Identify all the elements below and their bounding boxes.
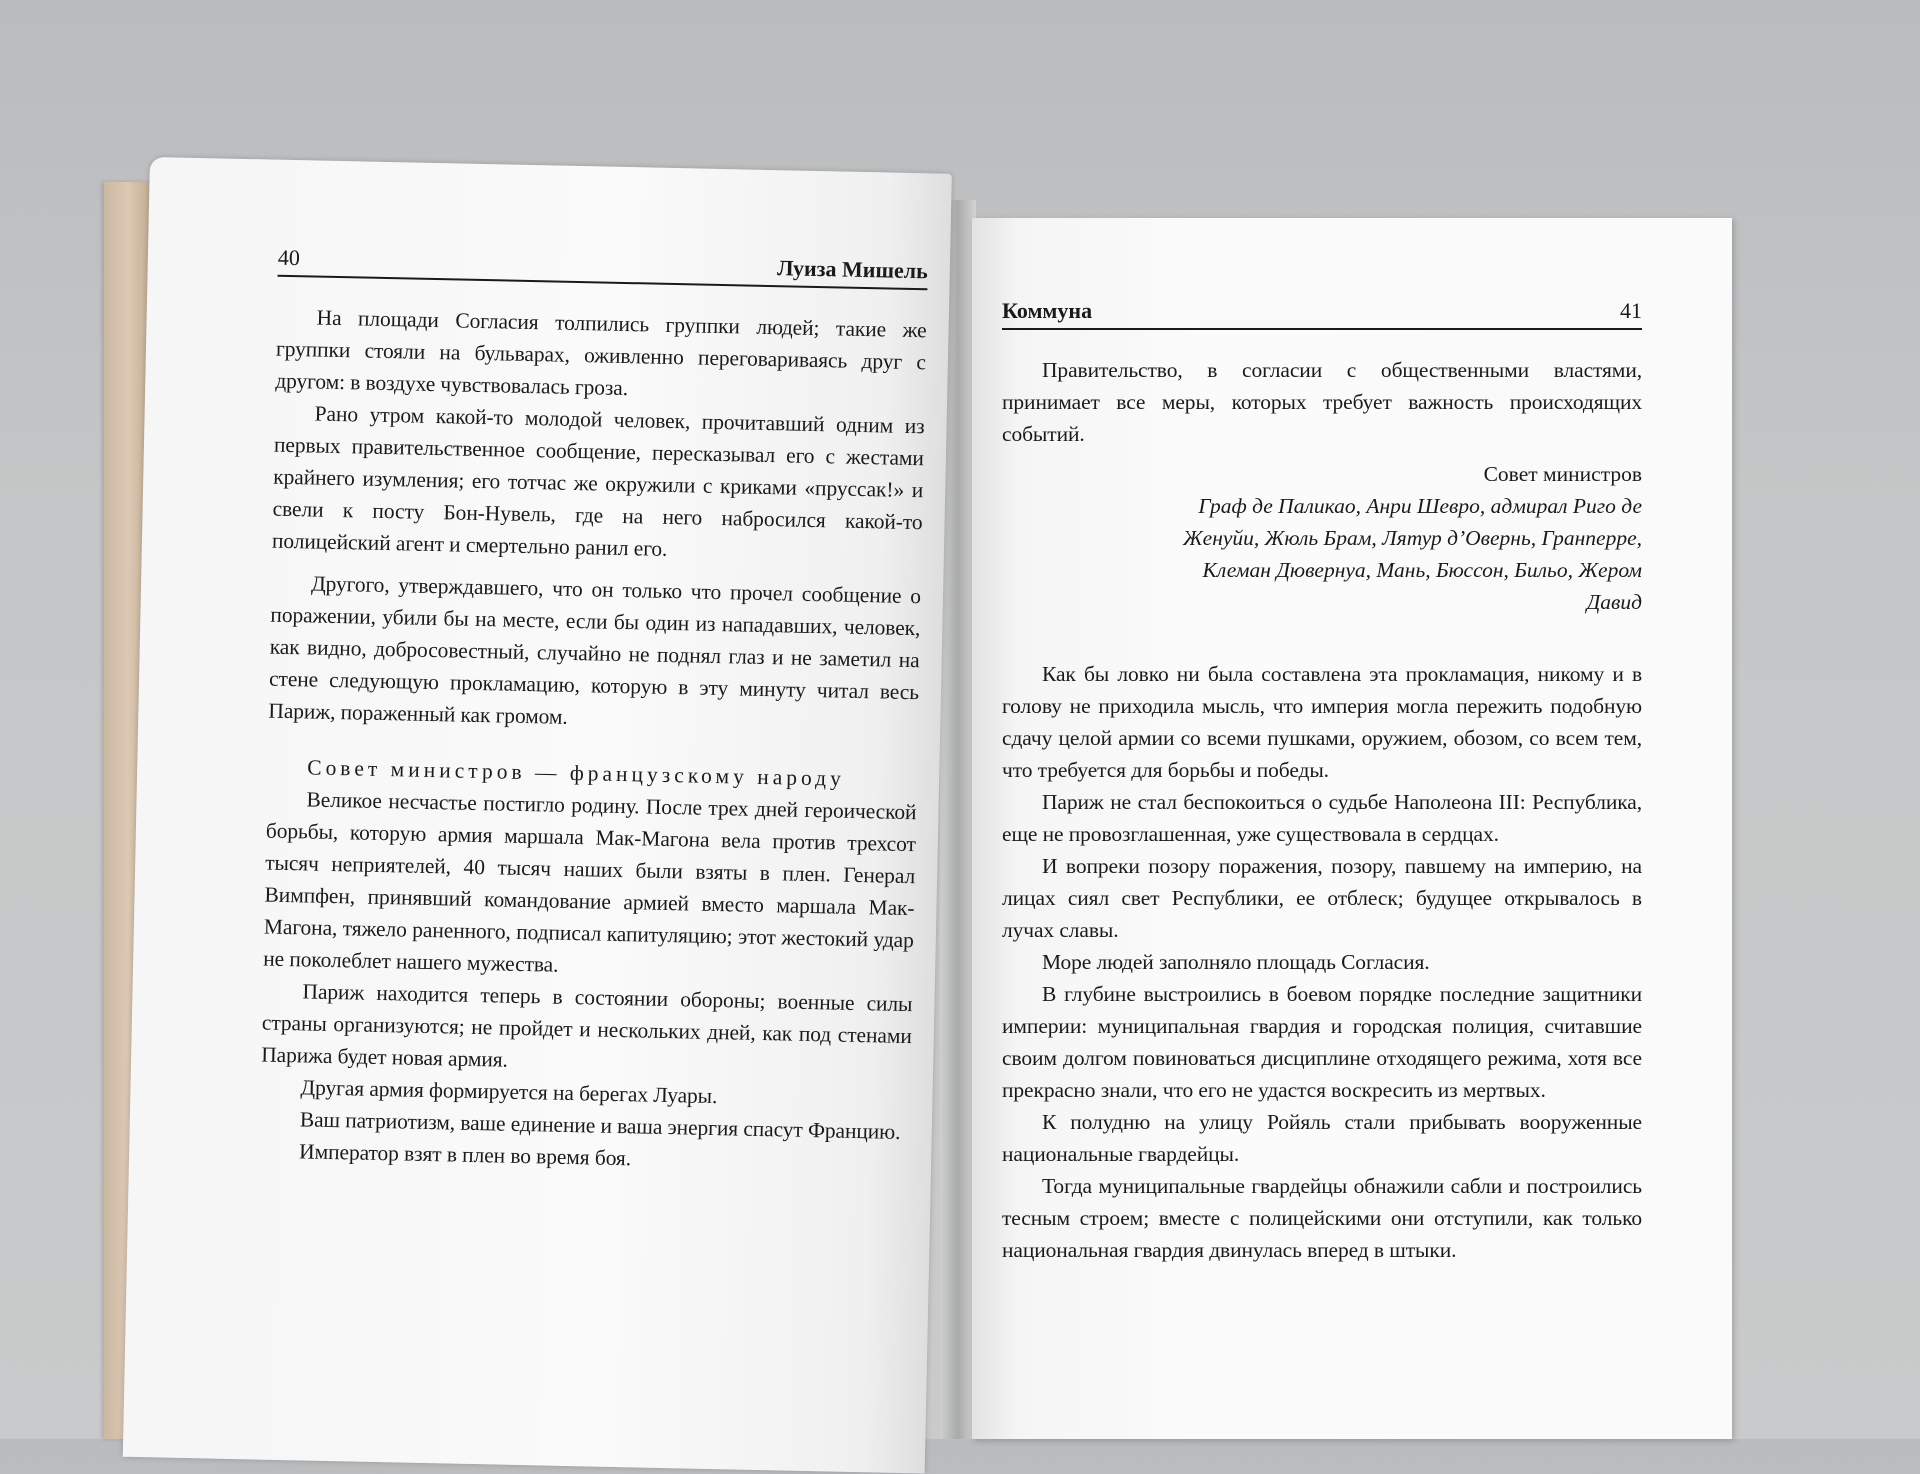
paragraph: И вопреки позору поражения, позору, павшему на империю, на лицах сиял свет Республики, ее отблеск; будущее открывалось в лучах славы. xyxy=(1002,854,1642,942)
right-page xyxy=(972,218,1732,1439)
left-page xyxy=(123,157,952,1474)
spacer xyxy=(1002,618,1642,658)
paragraph: Море людей заполняло площадь Согласия. xyxy=(1042,950,1430,974)
running-title: Луиза Мишель xyxy=(776,255,929,284)
paragraph: На площади Согласия толпились группки людей; такие же группки стояли на бульварах, оживленно переговариваясь друг с другом: в воздухе чувствовалась гроза. xyxy=(275,305,927,401)
proclamation-paragraph: Император взят в плен во время боя. xyxy=(298,1139,632,1171)
paragraph: Другого, утверждавшего, что он только что прочел сообщение о поражении, убили бы на месте, если бы один из нападавших, человек, как видно, добросовестный, случайно не поднял глаз и не заметил на стене следующую прокламацию, которую в эту минуту читал весь Париж, пораженный как громом. xyxy=(268,571,922,729)
page-number: 41 xyxy=(1620,298,1642,323)
proclamation-paragraph: Великое несчастье постигло родину. После трех дней героической борьбы, которую армия маршала Мак-Магона вела против трехсот тысяч неприятелей, 40 тысяч наших были взяты в плен. Генерал Вимпфен, принявший командование армией вместо маршала Мак-Магона, тяжело раненного, подписал капитуляцию; этот жестокий удар не поколеблет нашего мужества. xyxy=(262,787,917,977)
paragraph: Как бы ловко ни была составлена эта прокламация, никому и в голову не приходила мысль, что империя могла пережить подобную сдачу целой армии со всеми пушками, оружием, обозом, со всем тем, что требуется для борьбы и победы. xyxy=(1002,662,1642,782)
signature-title: Совет министров xyxy=(1483,462,1642,486)
right-page-text xyxy=(1002,298,1642,1266)
proclamation-paragraph: Париж находится теперь в состоянии обороны; военные силы страны организуются; не пройдет и нескольких дней, как под стенами Парижа будет новая армия. xyxy=(260,979,913,1072)
left-page-text xyxy=(259,245,928,1180)
signature-names: Граф де Паликао, Анри Шевро, адмирал Риго де Женуйи, Жюль Брам, Лятур д’Овернь, Гранперре, Клеман Дювернуа, Мань, Бюссон, Бильо, Жером Давид xyxy=(1182,494,1642,614)
opening-paragraph: Правительство, в согласии с общественными властями, принимает все меры, которых требует важность происходящих событий. xyxy=(1002,358,1642,446)
page-number: 40 xyxy=(277,244,301,271)
paragraph: К полудню на улицу Ройяль стали прибывать вооруженные национальные гвардейцы. xyxy=(1002,1110,1642,1166)
paragraph: Тогда муниципальные гвардейцы обнажили сабли и построились тесным строем; вместе с полицейскими они отступили, как только национальная гвардия двинулась вперед в штыки. xyxy=(1002,1174,1642,1262)
proclamation-heading: Совет министров — французскому народу xyxy=(306,755,846,791)
paragraph: Париж не стал беспокоиться о судьбе Наполеона III: Республика, еще не провозглашенная, уже существовала в сердцах. xyxy=(1002,790,1642,846)
paragraph: В глубине выстроились в боевом порядке последние защитники империи: муниципальная гвардия и городская полиция, считавшие своим долгом повиноваться дисциплине отходящего режима, хотя все прекрасно знали, что его не удастся воскресить из мертвых. xyxy=(1002,982,1642,1102)
paragraph: Рано утром какой-то молодой человек, прочитавший одним из первых правительственное сообщение, пересказывал его с жестами крайнего изумления; его тотчас же окружили с криками «пруссак!» и свели к посту Бон-Нувель, где на него набросился какой-то полицейский агент и смертельно ранил его. xyxy=(271,401,925,561)
running-title: Коммуна xyxy=(1002,298,1093,323)
right-running-header xyxy=(1002,298,1642,330)
spacer xyxy=(1002,450,1642,458)
proclamation-paragraph: Другая армия формируется на берегах Луары. xyxy=(300,1075,718,1109)
proclamation-paragraph: Ваш патриотизм, ваше единение и ваша энергия спасут Францию. xyxy=(299,1107,901,1144)
left-running-header xyxy=(278,245,929,291)
